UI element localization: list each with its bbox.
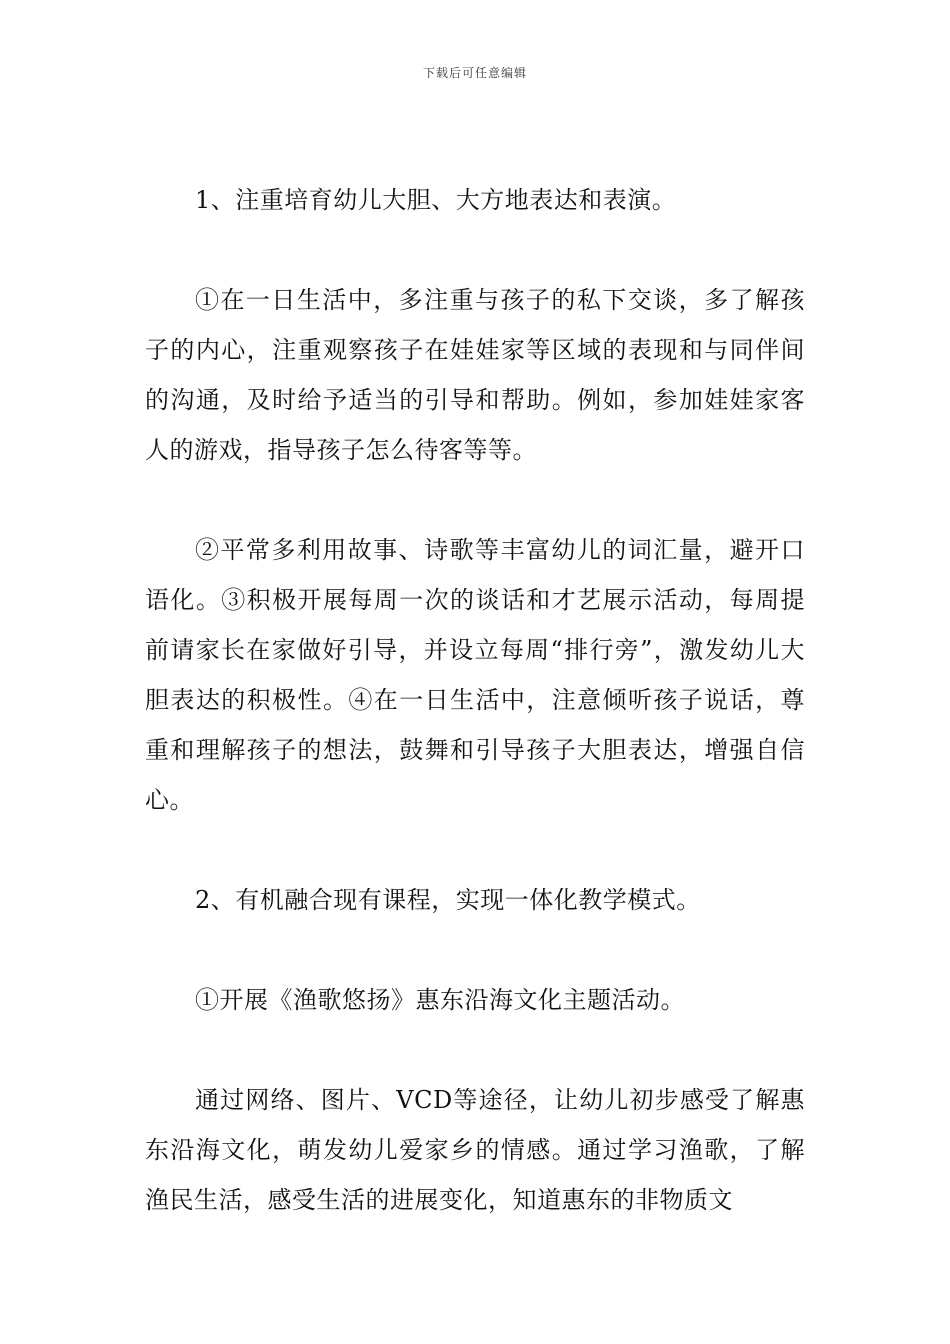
paragraph-spacer <box>145 825 805 875</box>
paragraph-6: 通过网络、图片、VCD等途径，让幼儿初步感受了解惠东沿海文化，萌发幼儿爱家乡的情感。通过学习渔歌，了解渔民生活，感受生活的进展变化，知道惠东的非物质文 <box>145 1086 805 1214</box>
page-header-note: 下载后可任意编辑 <box>422 66 527 80</box>
paragraph-4: 2、有机融合现有课程，实现一体化教学模式。 <box>195 886 701 914</box>
paragraph-5: ①开展《渔歌悠扬》惠东沿海文化主题活动。 <box>195 986 685 1014</box>
paragraph-2: ①在一日生活中，多注重与孩子的私下交谈，多了解孩子的内心，注重观察孩子在娃娃家等区域的表现和与同伴间的沟通，及时给予适当的引导和帮助。例如，参加娃娃家客人的游戏，指导孩子怎么待客等等。 <box>145 286 805 464</box>
paragraph-spacer <box>145 925 805 975</box>
document-body <box>145 175 805 1225</box>
paragraph-spacer <box>145 1025 805 1075</box>
paragraph-spacer <box>145 225 805 275</box>
paragraph-3: ②平常多利用故事、诗歌等丰富幼儿的词汇量，避开口语化。③积极开展每周一次的谈话和才艺展示活动，每周提前请家长在家做好引导，并设立每周“排行旁”，激发幼儿大胆表达的积极性。④在一日生活中，注意倾听孩子说话，尊重和理解孩子的想法，鼓舞和引导孩子大胆表达，增强自信心。 <box>145 536 805 814</box>
paragraph-1: 1、注重培育幼儿大胆、大方地表达和表演。 <box>195 186 677 214</box>
paragraph-spacer <box>145 475 805 525</box>
